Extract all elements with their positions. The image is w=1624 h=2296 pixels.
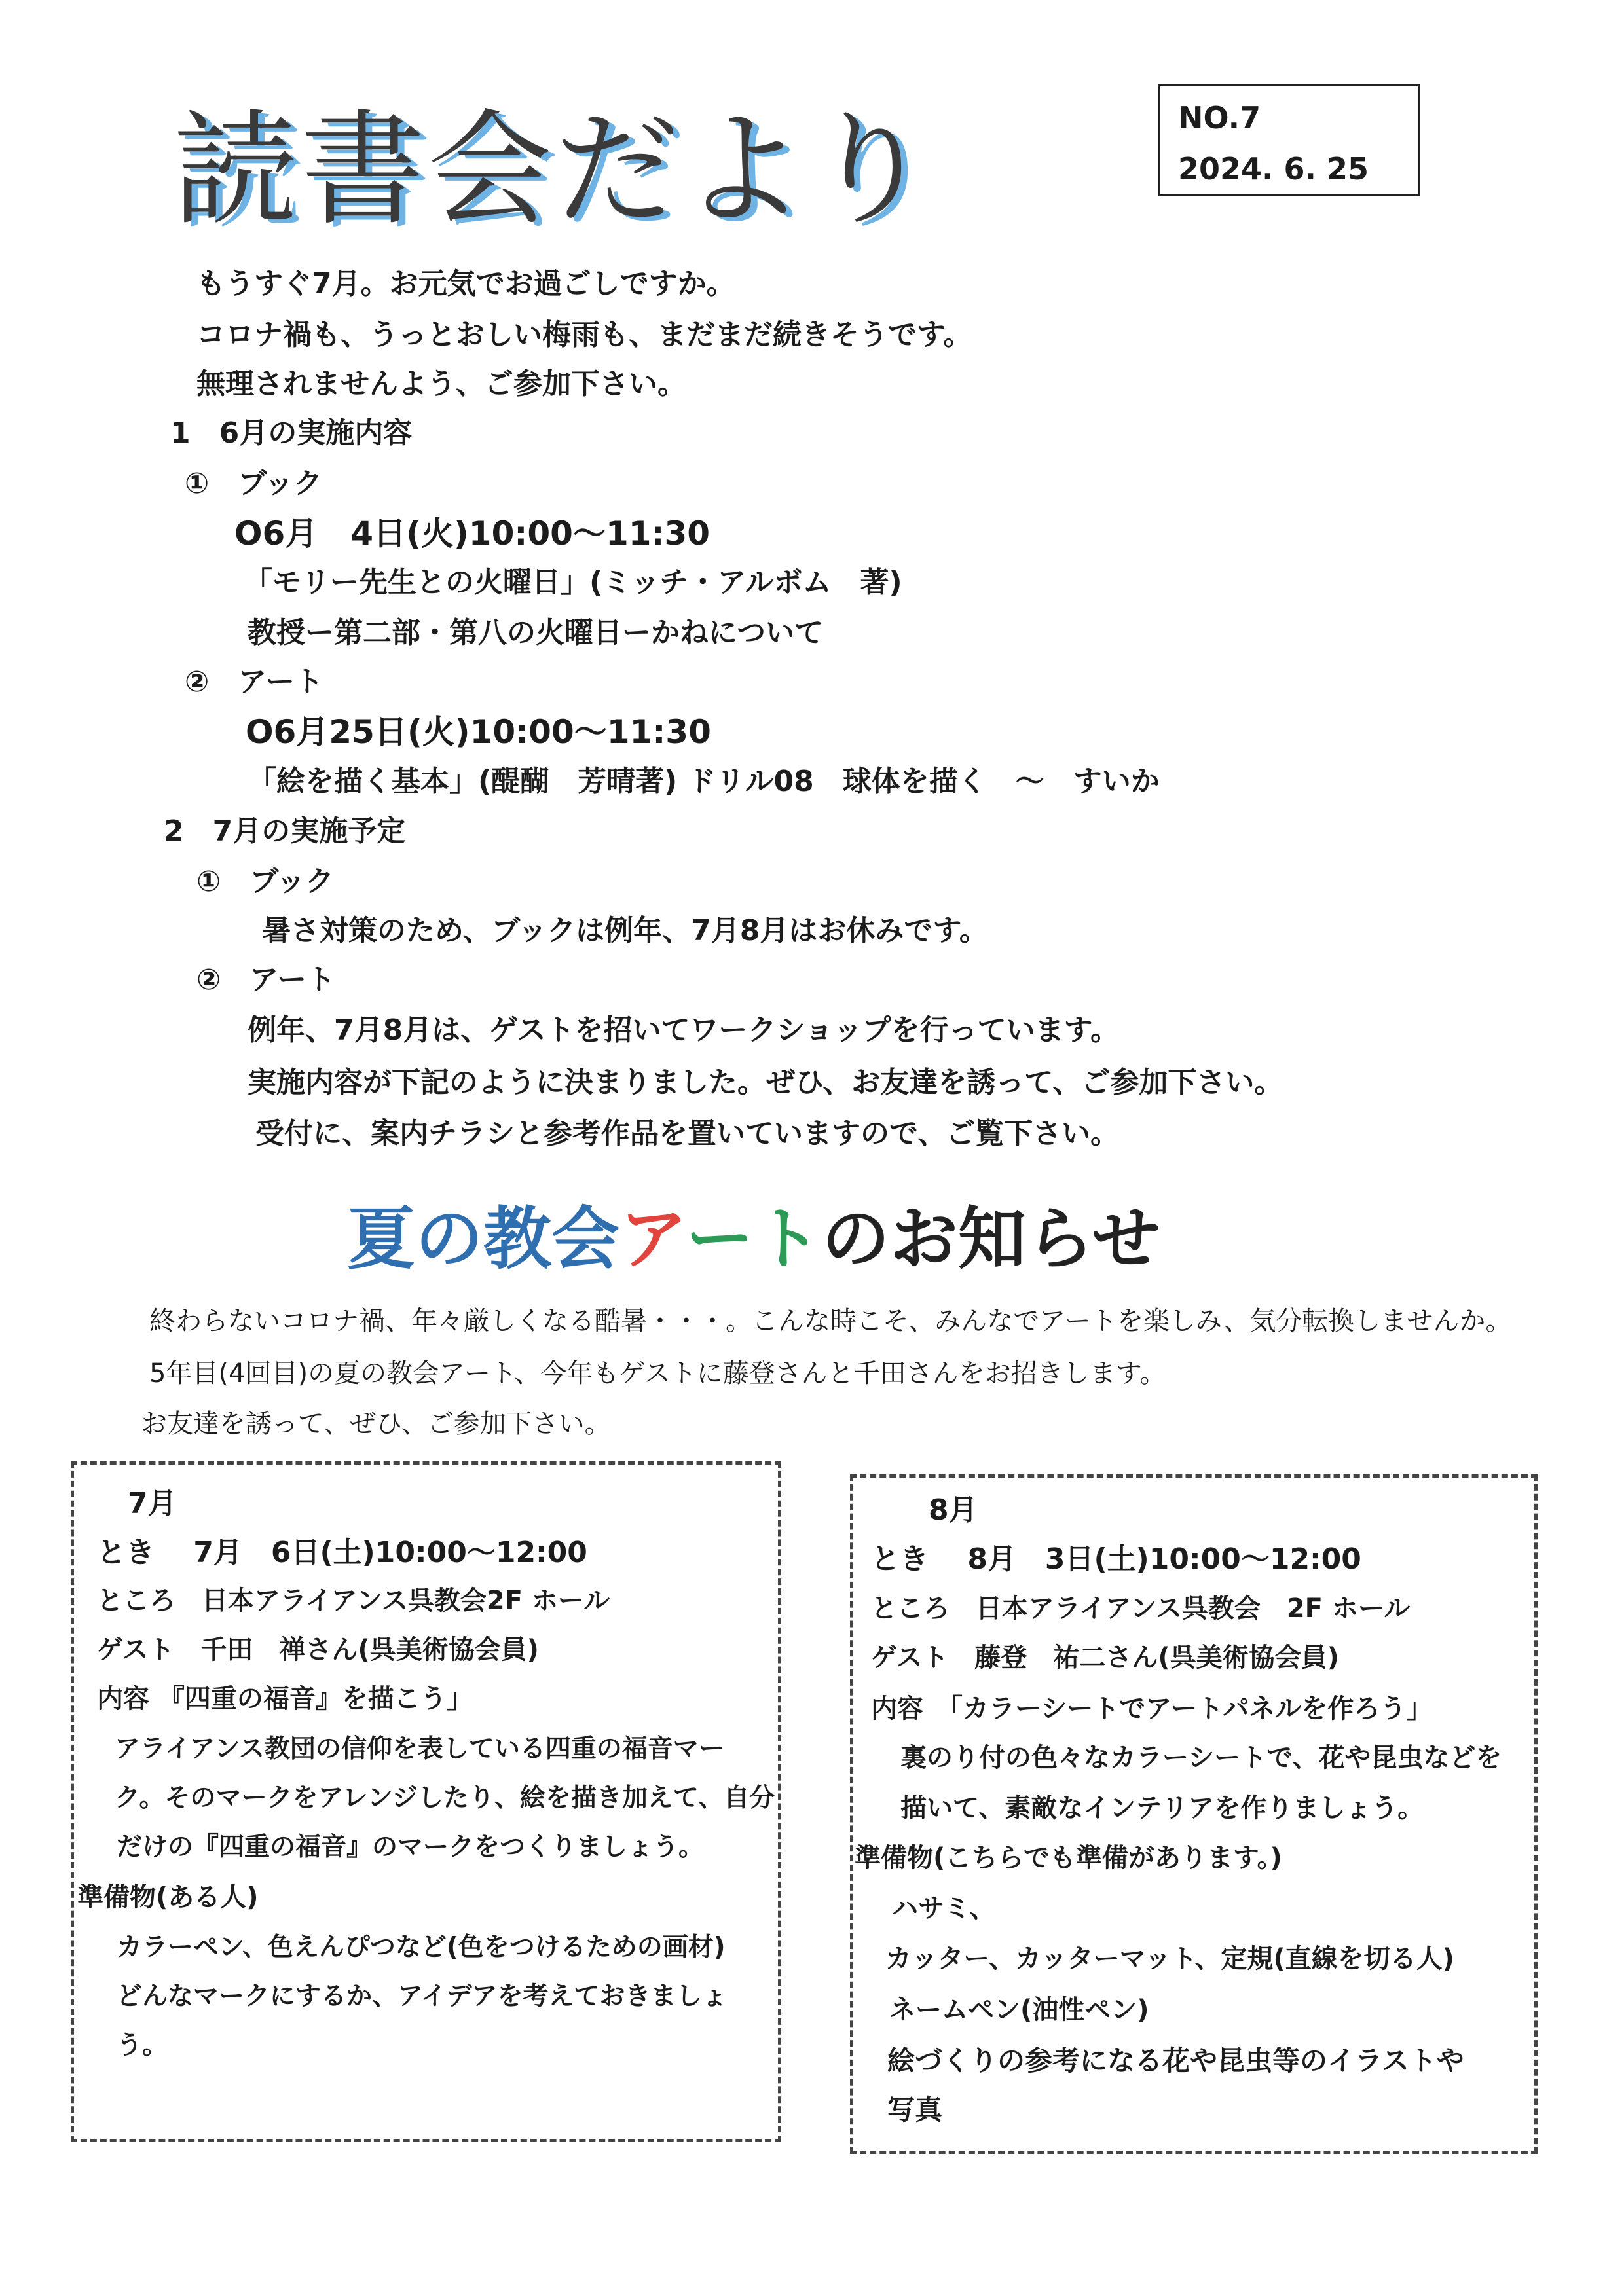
section1-item1-detail: 教授ー第二部・第八の火曜日ーかねについて <box>248 616 824 649</box>
august-desc: 描いて、素敵なインテリアを作りましょう。 <box>900 1793 1424 1823</box>
july-item: どんなマークにするか、アイデアを考えておきましょ <box>117 1982 728 2011</box>
july-item: カラーペン、色えんぴつなど(色をつけるための画材) <box>117 1933 726 1962</box>
august-item: 絵づくりの参考になる花や昆虫等のイラストや <box>887 2045 1464 2077</box>
august-item: カッター、カッターマット、定規(直線を切る人) <box>885 1944 1454 1974</box>
august-item: ネームペン(油性ペン) <box>889 1995 1149 2025</box>
july-guest: ゲスト 千田 禅さん(呉美術協会員) <box>97 1635 539 1665</box>
july-desc: ク。そのマークをアレンジしたり、絵を描き加えて、自分 <box>115 1783 775 1813</box>
section2-item2-line: 例年、7月8月は、ゲストを招いてワークショップを行っています。 <box>248 1013 1120 1047</box>
section1-item2-book: 「絵を描く基本」(醍醐 芳晴著) ドリル08 球体を描く ～ すいか <box>248 765 1160 798</box>
july-when: とき 7月 6日(土)10:00～12:00 <box>97 1536 587 1569</box>
notice-heading-part: 夏の教会 <box>347 1199 620 1279</box>
section1-item2-label: ② アート <box>185 665 323 699</box>
intro-line: コロナ禍も、うっとおしい梅雨も、まだまだ続きそうです。 <box>196 318 972 352</box>
issue-box <box>1158 84 1420 196</box>
intro-line: 無理されませんよう、ご参加下さい。 <box>196 367 686 401</box>
august-month: 8月 <box>929 1493 978 1527</box>
july-desc: アライアンス教団の信仰を表している四重の福音マー <box>115 1734 724 1764</box>
august-desc: 裏のり付の色々なカラーシートで、花や昆虫などを <box>900 1743 1502 1773</box>
july-desc: だけの『四重の福音』のマークをつくりましょう。 <box>117 1832 705 1862</box>
notice-heading-part: ア <box>619 1199 686 1279</box>
section2-item1-label: ① ブック <box>196 865 335 898</box>
notice-line: 5年目(4回目)の夏の教会アート、今年もゲストに藤登さんと千田さんをお招きします。 <box>149 1358 1166 1389</box>
section1-item1-label: ① ブック <box>185 467 323 500</box>
page-title: 読書会だより <box>174 98 936 242</box>
issue-number: NO.7 <box>1178 100 1261 136</box>
section2-item2-line: 受付に、案内チラシと参考作品を置いていますので、ご覧下さい。 <box>255 1117 1120 1150</box>
august-content: 内容 「カラーシートでアートパネルを作ろう」 <box>871 1694 1433 1724</box>
july-content: 内容 『四重の福音』を描こう」 <box>97 1684 473 1714</box>
august-when: とき 8月 3日(土)10:00～12:00 <box>871 1542 1361 1576</box>
section1-heading: 1 6月の実施内容 <box>170 416 413 450</box>
august-guest: ゲスト 藤登 祐二さん(呉美術協会員) <box>871 1643 1339 1673</box>
section2-item2-line: 実施内容が下記のように決まりました。ぜひ、お友達を誘って、ご参加下さい。 <box>248 1066 1283 1099</box>
section2-heading: 2 7月の実施予定 <box>164 814 406 848</box>
intro-line: もうすぐ7月。お元気でお過ごしですか。 <box>196 267 735 301</box>
section1-item1-book: 「モリー先生との火曜日」(ミッチ・アルボム 著) <box>244 566 902 599</box>
notice-heading-part: のお知らせ <box>821 1199 1160 1279</box>
section2-item1-text: 暑さ対策のため、ブックは例年、7月8月はお休みです。 <box>262 914 988 947</box>
notice-heading-part: ート <box>685 1199 822 1279</box>
august-where: ところ 日本アライアンス呉教会 2F ホール <box>871 1594 1411 1624</box>
august-item: 写真 <box>887 2094 943 2126</box>
july-where: ところ 日本アライアンス呉教会2F ホール <box>97 1586 610 1616</box>
section2-item2-label: ② アート <box>196 963 335 996</box>
august-item: ハサミ、 <box>892 1893 996 1923</box>
july-prep: 準備物(ある人) <box>77 1882 259 1912</box>
july-item: う。 <box>117 2031 168 2060</box>
notice-line: お友達を誘って、ぜひ、ご参加下さい。 <box>141 1409 611 1439</box>
notice-line: 終わらないコロナ禍、年々厳しくなる酷暑・・・。こんな時こそ、みんなでアートを楽しみ、気分転換しませんか。 <box>149 1306 1512 1336</box>
july-month: 7月 <box>128 1487 177 1520</box>
notice-heading <box>347 1199 1160 1279</box>
issue-date: 2024. 6. 25 <box>1178 151 1369 187</box>
section1-item1-date: O6月 4日(火)10:00～11:30 <box>234 515 710 553</box>
august-prep: 準備物(こちらでも準備があります。) <box>855 1843 1282 1873</box>
section1-item2-date: O6月25日(火)10:00～11:30 <box>246 713 711 751</box>
